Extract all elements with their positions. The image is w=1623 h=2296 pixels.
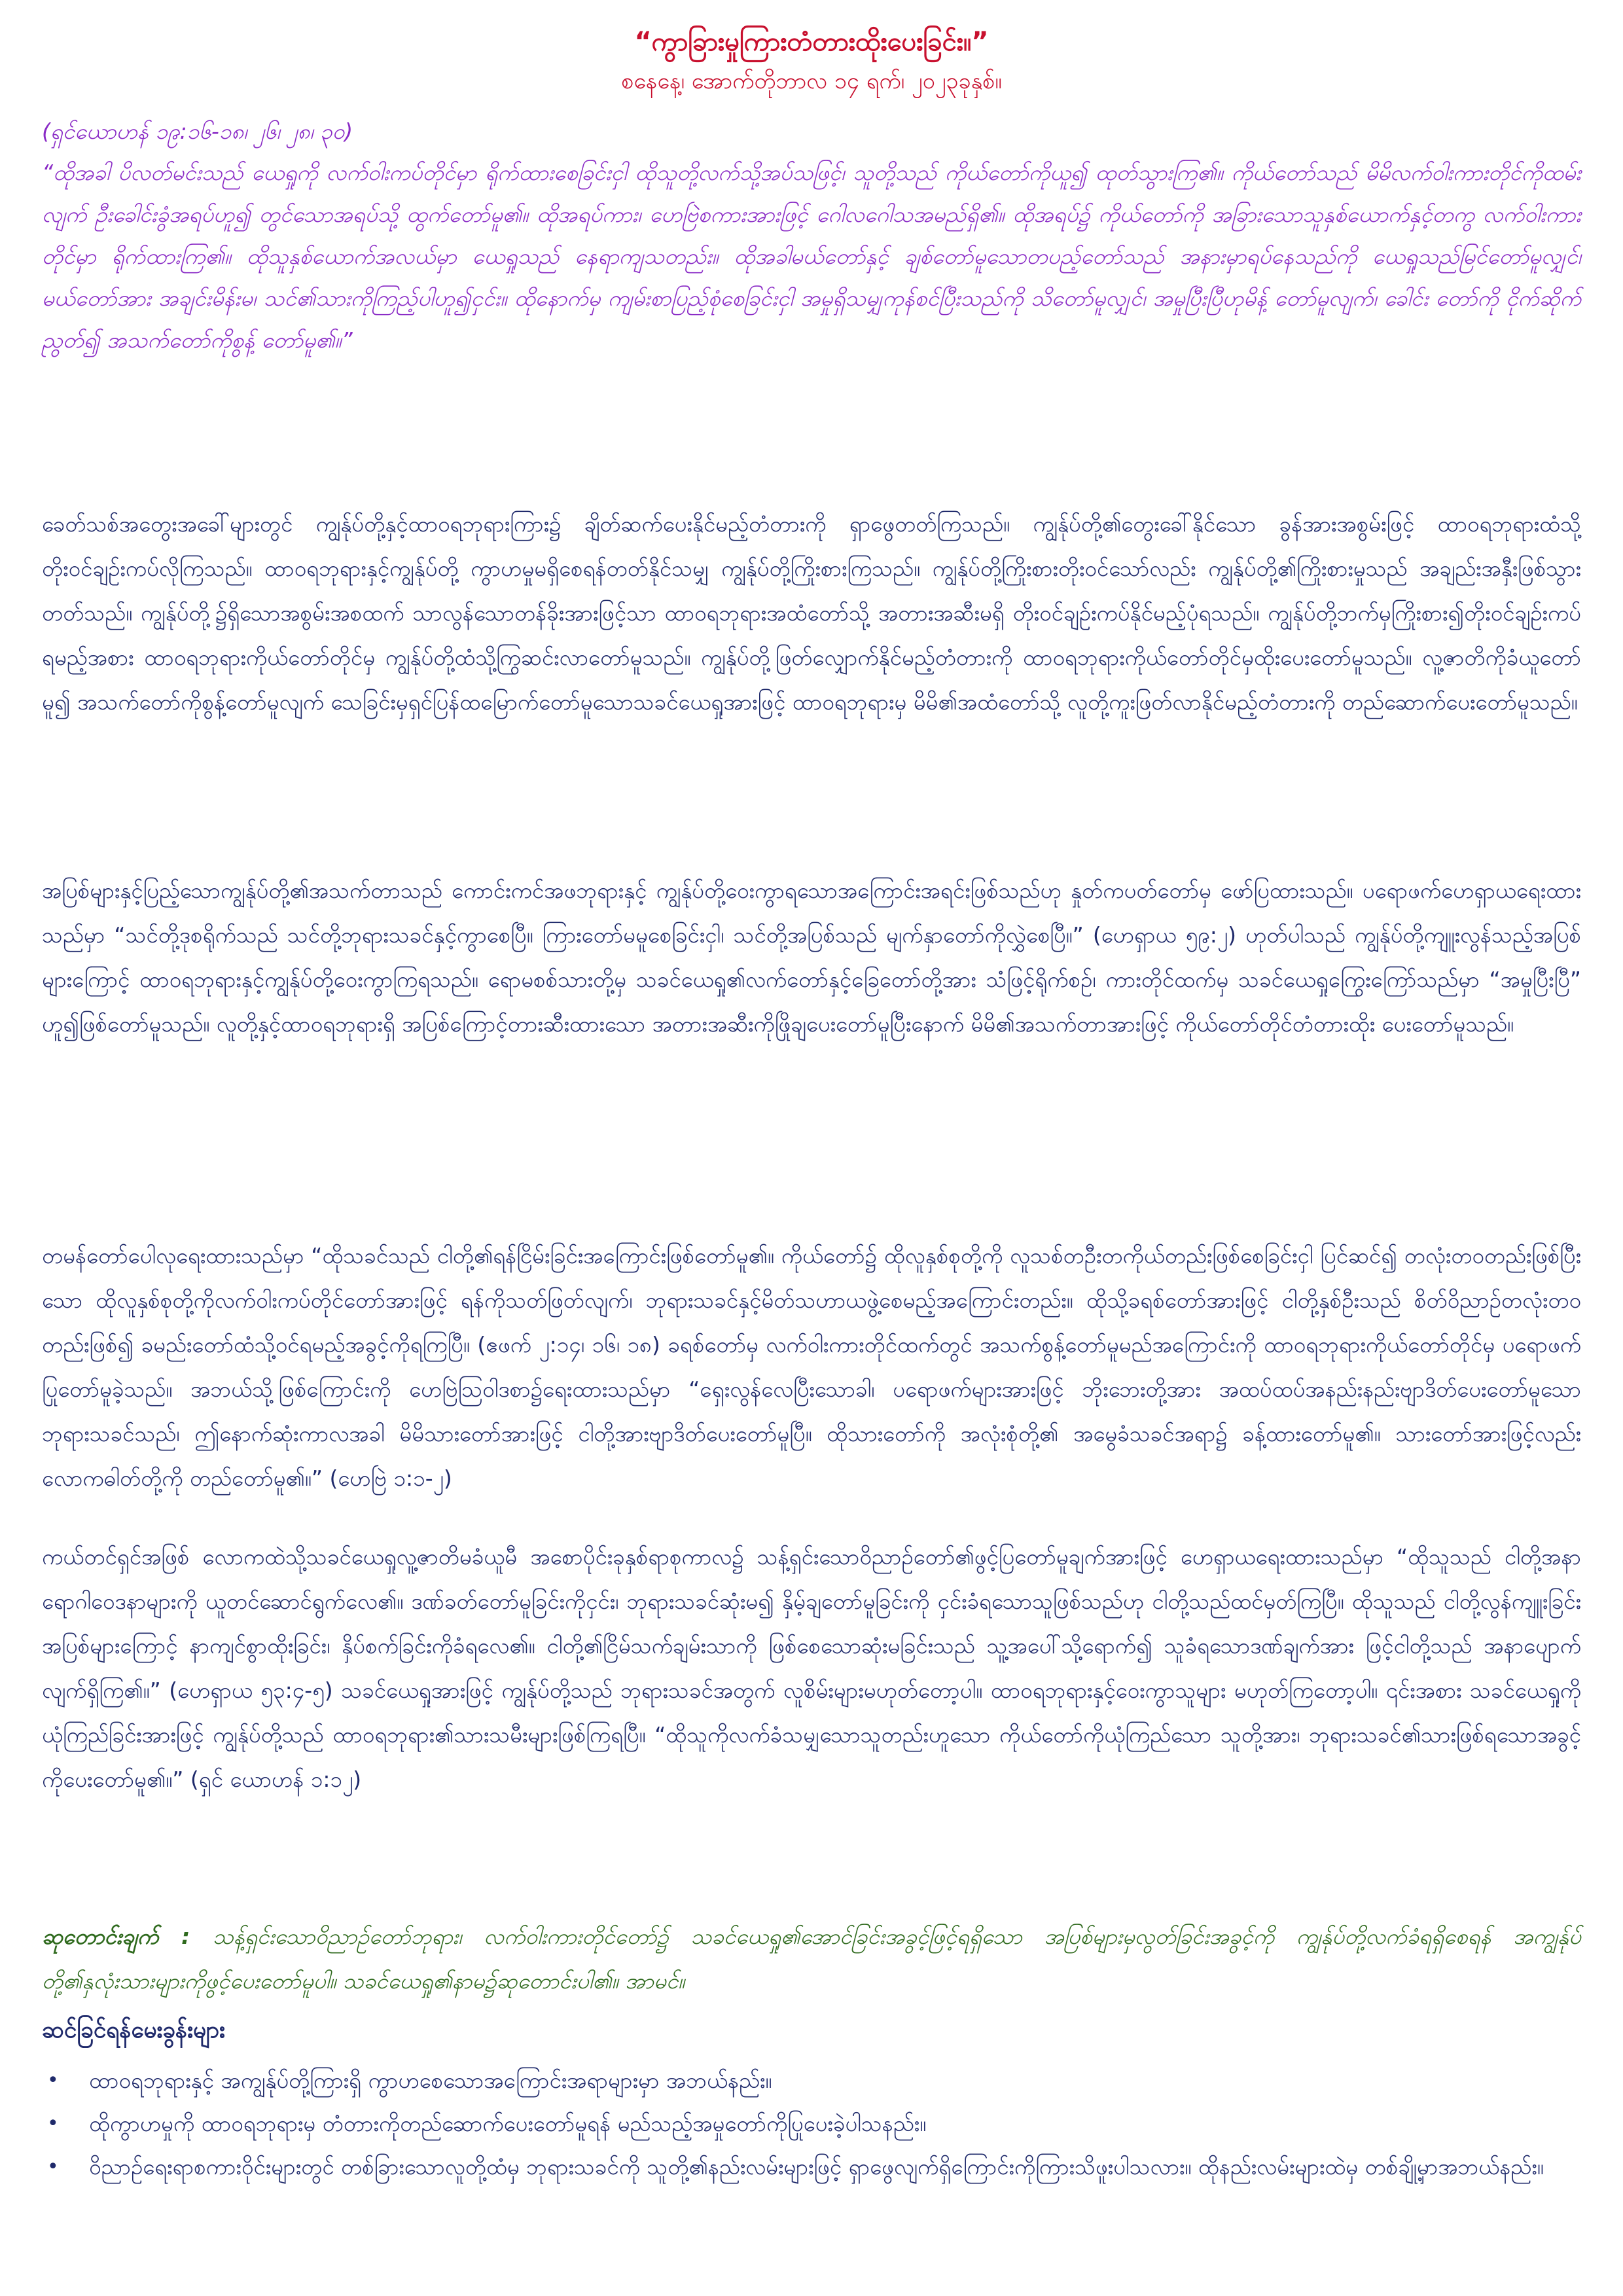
prayer-text: သန့်ရှင်းသောဝိညာဉ်တော်ဘုရား၊ လက်ဝါးကားတိုင်တော်၌ သခင်ယေရှု၏အောင်ခြင်းအခွင့်ဖြင့်ရရှိသော အပြစ်များမှလွတ်ခြင်းအခွင့်ကို ကျွန်ုပ်တို့လက်ခံရရှိစေရန် အကျွန်ုပ်တို့၏နှလုံးသားများကိုဖွင့်ပေးတော်မူပါ။ သခင်ယေရှု၏နာမ၌ဆုတောင်းပါ၏။ အာမင်။ (42, 1924, 1581, 1994)
question-text: ထိုကွာဟမှုကို ထာဝရဘုရားမှ တံတားကိုတည်ဆောက်ပေးတော်မူရန် မည်သည့်အမှုတော်ကိုပြုပေးခဲ့ပါသနည်း။ (89, 2111, 927, 2136)
question-item (42, 2059, 1581, 2102)
question-item (42, 2102, 1581, 2145)
questions-list (42, 2059, 1581, 2189)
body-paragraph-1: ခေတ်သစ်အတွေးအခေါ်များတွင် ကျွန်ုပ်တို့နှင့်ထာဝရဘုရားကြား၌ ချိတ်ဆက်ပေးနိုင်မည့်တံတားကို ရှာဖွေတတ်ကြသည်။ ကျွန်ုပ်တို့၏တွေးခေါ်နိုင်သော ခွန်အားအစွမ်းဖြင့် ထာဝရဘုရားထံသို့တိုးဝင်ချဉ်းကပ်လိုကြသည်။ ထာဝရဘုရားနှင့်ကျွန်ုပ်တို့ ကွာဟမှုမရှိစေရန်တတ်နိုင်သမျှ ကျွန်ုပ်တို့ကြိုးစားကြသည်။ ကျွန်ုပ်တို့ကြိုးစားတိုးဝင်သော်လည်း ကျွန်ုပ်တို့၏ကြိုးစားမှုသည် အချည်းအနှီးဖြစ်သွားတတ်သည်။ ကျွန်ုပ်တို့၌ရှိသောအစွမ်းအစထက် သာလွန်သောတန်ခိုးအားဖြင့်သာ ထာဝရဘုရားအထံတော်သို့ အတားအဆီးမရှိ တိုးဝင်ချဉ်းကပ်နိုင်မည့်ပုံရသည်။ ကျွန်ုပ်တို့ဘက်မှကြိုးစား၍တိုးဝင်ချဉ်းကပ်ရမည့်အစား ထာဝရဘုရားကိုယ်တော်တိုင်မှ ကျွန်ုပ်တို့ထံသို့ကြွဆင်းလာတော်မူသည်။ ကျွန်ုပ်တို့ဖြတ်လျှောက်နိုင်မည့်တံတားကို ထာဝရဘုရားကိုယ်တော်တိုင်မှထိုးပေးတော်မူသည်။ လူ့ဇာတိကိုခံယူတော်မူ၍ အသက်တော်ကိုစွန့်တော်မူလျက် သေခြင်းမှရှင်ပြန်ထမြောက်တော်မူသောသခင်ယေရှုအားဖြင့် ထာဝရဘုရားမှ မိမိ၏အထံတော်သို့ လူတို့ကူးဖြတ်လာနိုင်မည့်တံတားကို တည်ဆောက်ပေးတော်မူသည်။ (42, 511, 1581, 715)
prayer-separator: : (158, 1924, 213, 1949)
body-paragraph-4: ကယ်တင်ရှင်အဖြစ် လောကထဲသို့သခင်ယေရှုလူ့ဇာတိမခံယူမီ အစောပိုင်းခုနှစ်ရာစုကာလ၌ သန့်ရှင်းသောဝိညာဉ်တော်၏ဖွင့်ပြတော်မူချက်အားဖြင့် ဟေရှာယရေးထားသည်မှာ “ထိုသူသည် ငါတို့အနာရောဂါဝေဒနာများကို ယူတင်ဆောင်ရွက်လေ၏။ ဒဏ်ခတ်တော်မူခြင်းကိုငှင်း၊ ဘုရားသခင်ဆုံးမ၍ နှိမ့်ချတော်မူခြင်းကို ငှင်းခံရသောသူဖြစ်သည်ဟု ငါတို့သည်ထင်မှတ်ကြပြီ။ ထိုသူသည် ငါတို့လွန်ကျူးခြင်းအပြစ်များကြောင့် နာကျင်စွာထိုးခြင်း၊ နှိပ်စက်ခြင်းကိုခံရလေ၏။ ငါတို့၏ငြိမ်သက်ချမ်းသာကို ဖြစ်စေသောဆုံးမခြင်းသည် သူ့အပေါ်သို့ရောက်၍ သူခံရသောဒဏ်ချက်အား ဖြင့်ငါတို့သည် အနာပျောက်လျက်ရှိကြ၏။” (ဟေရှာယ ၅၃:၄-၅) သခင်ယေရှုအားဖြင့် ကျွန်ုပ်တို့သည် ဘုရားသခင်အတွက် လူစိမ်းများမဟုတ်တော့ပါ။ ထာဝရဘုရားနှင့်ဝေးကွာသူများ မဟုတ်ကြတော့ပါ။ ၎င်းအစား သခင်ယေရှုကိုယုံကြည်ခြင်းအားဖြင့် ကျွန်ုပ်တို့သည် ထာဝရဘုရား၏သားသမီးများဖြစ်ကြရပြီ။ “ထိုသူကိုလက်ခံသမျှသောသူတည်းဟူသော ကိုယ်တော်ကိုယုံကြည်သော သူတို့အား၊ ဘုရားသခင်၏သားဖြစ်ရသောအခွင့်ကိုပေးတော်မူ၏။” (ရှင် ယောဟန် ၁:၁၂) (42, 1544, 1581, 1792)
question-text: ထာဝရဘုရားနှင့် အကျွန်ုပ်တို့ကြားရှိ ကွာဟစေသောအကြောင်းအရာများမှာ အဘယ်နည်း။ (89, 2068, 772, 2093)
prayer-section (42, 1914, 1581, 2003)
bullet-icon: • (47, 2112, 59, 2135)
questions-heading: ဆင်ခြင်ရန်မေးခွန်းများ (42, 2017, 225, 2043)
scripture-quote: “ထိုအခါ ပိလတ်မင်းသည် ယေရှုကို လက်ဝါးကပ်တိုင်မှာ ရိုက်ထားစေခြင်းငှါ ထိုသူတို့လက်သို့အပ်သဖြင့်၊ သူတို့သည် ကိုယ်တော်ကိုယူ၍ ထုတ်သွားကြ၏။ ကိုယ်တော်သည် မိမိလက်ဝါးကားတိုင်ကိုထမ်းလျက် ဦးခေါင်းခွံအရပ်ဟူ၍ တွင်သောအရပ်သို့ ထွက်တော်မူ၏။ ထိုအရပ်ကား၊ ဟေဗြဲစကားအားဖြင့် ဂေါလဂေါသအမည်ရှိ၏။ ထိုအရပ်၌ ကိုယ်တော်ကို အခြားသောသူနှစ်ယောက်နှင့်တကွ လက်ဝါးကားတိုင်မှာ ရိုက်ထားကြ၏။ ထိုသူနှစ်ယောက်အလယ်မှာ ယေရှုသည် နေရာကျသတည်း။ ထိုအခါမယ်တော်နှင့် ချစ်တော်မူသောတပည့်တော်သည် အနားမှာရပ်နေသည်ကို ယေရှုသည်မြင်တော်မူလျှင်၊ မယ်တော်အား အချင်းမိန်းမ၊ သင်၏သားကိုကြည့်ပါဟူ၍ငှင်း။ ထိုနောက်မှ ကျမ်းစာပြည့်စုံစေခြင်းငှါ အမှုရှိသမျှကုန်စင်ပြီးသည်ကို သိတော်မူလျှင်၊ အမှုပြီးပြီဟုမိန့် တော်မူလျက်၊ ခေါင်း တော်ကို ငိုက်ဆိုက်ညွတ်၍ အသက်တော်ကိုစွန့် တော်မူ၏။” (42, 160, 1581, 353)
bullet-icon: • (47, 2069, 59, 2092)
page-title: “ကွာခြားမှုကြားတံတားထိုးပေးခြင်း။” (634, 27, 989, 57)
question-item (42, 2145, 1581, 2189)
page-date: စနေနေ့၊ အောက်တိုဘာလ ၁၄ ရက်၊ ၂၀၂၃ခုနှစ်။ (621, 68, 1002, 94)
prayer-label: ဆုတောင်းချက် (42, 1924, 159, 1949)
question-text: ဝိညာဉ်ရေးရာစကားဝိုင်းများတွင် တစ်ခြားသောလူတို့ထံမှ ဘုရားသခင်ကို သူတို့၏နည်းလမ်းများဖြင့် ရှာဖွေလျက်ရှိကြောင်းကိုကြားသိဖူးပါသလား။ ထိုနည်းလမ်းများထဲမှ တစ်ချို့မှာအဘယ်နည်း။ (89, 2154, 1544, 2179)
body-paragraph-3: တမန်တော်ပေါလုရေးထားသည်မှာ “ထိုသခင်သည် ငါတို့၏ရန်ငြိမ်းခြင်းအကြောင်းဖြစ်တော်မူ၏။ ကိုယ်တော်၌ ထိုလူနှစ်စုတို့ကို လူသစ်တဦးတကိုယ်တည်းဖြစ်စေခြင်းငှါ ပြင်ဆင်၍ တလုံးတဝတည်းဖြစ်ပြီးသော ထိုလူနှစ်စုတို့ကိုလက်ဝါးကပ်တိုင်တော်အားဖြင့် ရန်ကိုသတ်ဖြတ်လျက်၊ ဘုရားသခင်နှင့်မိတ်သဟာယဖွဲ့စေမည့်အကြောင်းတည်း။ ထိုသို့ခရစ်တော်အားဖြင့် ငါတို့နှစ်ဦးသည် စိတ်ဝိညာဉ်တလုံးတဝတည်းဖြစ်၍ ခမည်းတော်ထံသို့ဝင်ရမည့်အခွင့်ကိုရကြပြီ။ (ဧဖက် ၂:၁၄၊ ၁၆၊ ၁၈) ခရစ်တော်မှ လက်ဝါးကားတိုင်ထက်တွင် အသက်စွန့်တော်မူမည်အကြောင်းကို ထာဝရဘုရားကိုယ်တော်တိုင်မှ ပရောဖက်ပြုတော်မူခဲ့သည်။ အဘယ်သို့ဖြစ်ကြောင်းကို ဟေဗြဲသြဝါဒစာ၌ရေးထားသည်မှာ “ရှေးလွန်လေပြီးသောခါ၊ ပရောဖက်များအားဖြင့် ဘိုးဘေးတို့အား အထပ်ထပ်အနည်းနည်းဗျာဒိတ်ပေးတော်မူသောဘုရားသခင်သည်၊ ဤနောက်ဆုံးကာလအခါ မိမိသားတော်အားဖြင့် ငါတို့အားဗျာဒိတ်ပေးတော်မူပြီ။ ထိုသားတော်ကို အလုံးစုံတို့၏ အမွေခံသခင်အရာ၌ ခန့်ထားတော်မူ၏။ သားတော်အားဖြင့်လည်း လောကဓါတ်တို့ကို တည်တော်မူ၏။” (ဟေဗြဲ ၁:၁-၂) (42, 1243, 1581, 1491)
body-paragraph-2: အပြစ်များနှင့်ပြည့်သောကျွန်ုပ်တို့၏အသက်တာသည် ကောင်းကင်အဖဘုရားနှင့် ကျွန်ုပ်တို့ဝေးကွာရသောအကြောင်းအရင်းဖြစ်သည်ဟု နှုတ်ကပတ်တော်မှ ဖော်ပြထားသည်။ ပရောဖက်ဟေရှာယရေးထားသည်မှာ “သင်တို့ဒုစရိုက်သည် သင်တို့ဘုရားသခင်နှင့်ကွာစေပြီ။ ကြားတော်မမူစေခြင်းငှါ၊ သင်တို့အပြစ်သည် မျက်နှာတော်ကိုလွှဲစေပြီ။” (ဟေရှာယ ၅၉:၂) ဟုတ်ပါသည် ကျွန်ုပ်တို့ကျူးလွန်သည့်အပြစ်များကြောင့် ထာဝရဘုရားနှင့်ကျွန်ုပ်တို့ဝေးကွာကြရသည်။ ရောမစစ်သားတို့မှ သခင်ယေရှု၏လက်တော်နှင့်ခြေတော်တို့အား သံဖြင့်ရိုက်စဉ်၊ ကားတိုင်ထက်မှ သခင်ယေရှုကြွေးကြော်သည်မှာ “အမှုပြီးပြီ” ဟူ၍ဖြစ်တော်မူသည်။ လူတို့နှင့်ထာဝရဘုရားရှိ အပြစ်ကြောင့်တားဆီးထားသော အတားအဆီးကိုဖြိုချပေးတော်မူပြီးနောက် မိမိ၏အသက်တာအားဖြင့် ကိုယ်တော်တိုင်တံတားထိုး ပေးတော်မူသည်။ (42, 878, 1581, 1037)
scripture-reference: (ရှင်ယောဟန် ၁၉:၁၆-၁၈၊ ၂၆၊ ၂၈၊ ၃၀) (42, 118, 353, 144)
bullet-icon: • (47, 2155, 59, 2178)
